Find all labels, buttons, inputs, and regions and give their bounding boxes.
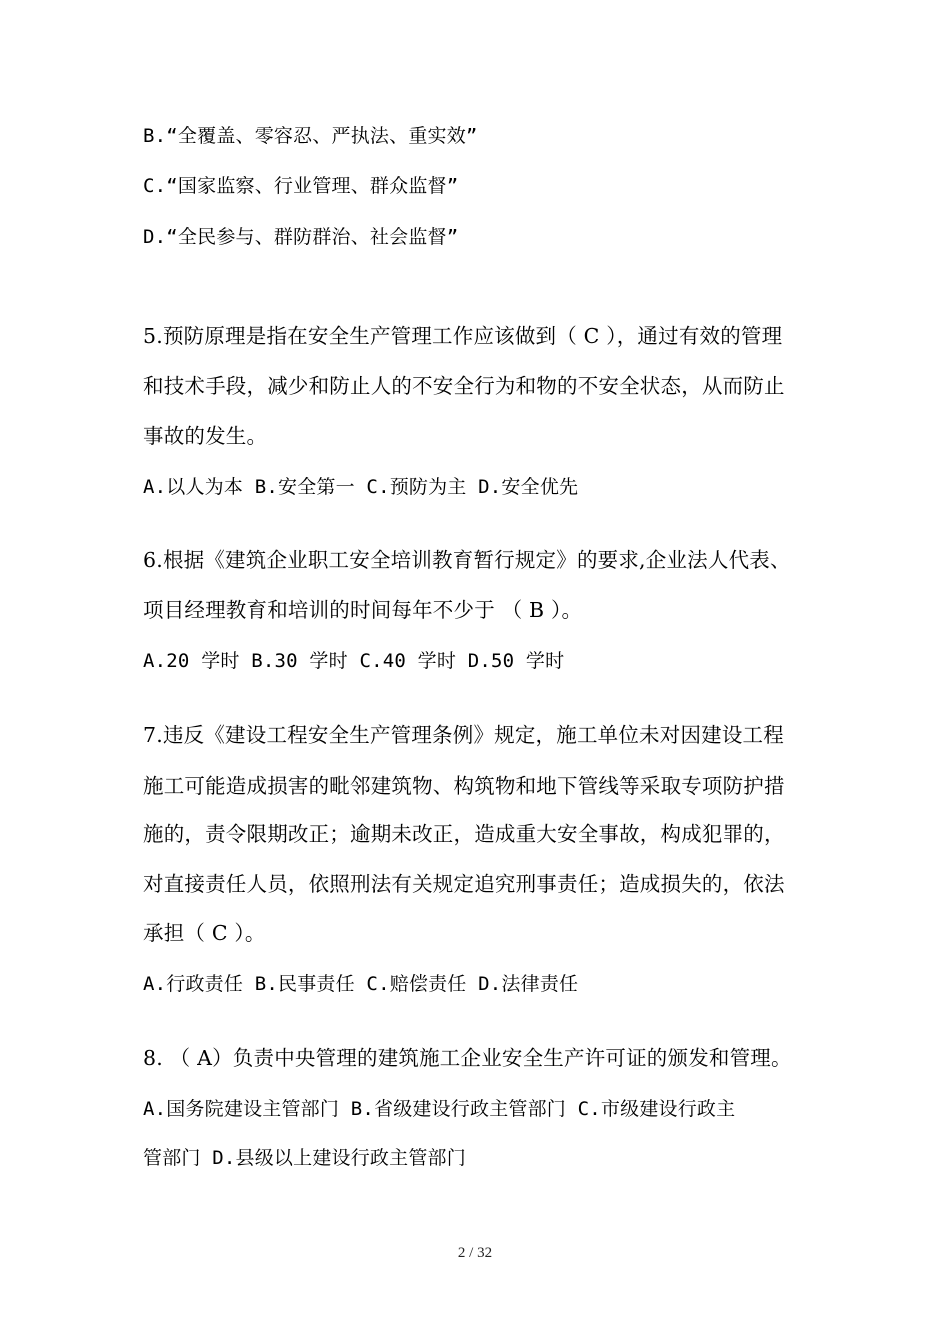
q7-options: A.行政责任 B.民事责任 C.赔偿责任 D.法律责任 <box>143 973 579 995</box>
q7-line-3: 施的，责令限期改正；逾期未改正，造成重大安全事故，构成犯罪的， <box>143 822 785 846</box>
q8-line-1: 8. （ A）负责中央管理的建筑施工企业安全生产许可证的颁发和管理。 <box>143 1046 792 1070</box>
q6-options: A.20 学时 B.30 学时 C.40 学时 D.50 学时 <box>143 650 565 672</box>
q7-line-4: 对直接责任人员，依照刑法有关规定追究刑事责任；造成损失的，依法 <box>143 872 785 896</box>
q7-line-1: 7.违反《建设工程安全生产管理条例》规定，施工单位未对因建设工程 <box>143 723 784 747</box>
q4-option-d: D.“全民参与、群防群治、社会监督” <box>143 226 459 248</box>
q5-options: A.以人为本 B.安全第一 C.预防为主 D.安全优先 <box>143 476 579 498</box>
q8-options-line-2: 管部门 D.县级以上建设行政主管部门 <box>143 1147 466 1169</box>
q7-line-2: 施工可能造成损害的毗邻建筑物、构筑物和地下管线等采取专项防护措 <box>143 774 785 798</box>
q7-line-5: 承担（ C ）。 <box>143 921 266 945</box>
q5-line-1: 5.预防原理是指在安全生产管理工作应该做到（ C ），通过有效的管理 <box>143 324 783 348</box>
q5-line-3: 事故的发生。 <box>143 424 268 448</box>
q8-options-line-1: A.国务院建设主管部门 B.省级建设行政主管部门 C.市级建设行政主 <box>143 1098 736 1120</box>
q5-line-2: 和技术手段，减少和防止人的不安全行为和物的不安全状态，从而防止 <box>143 374 785 398</box>
page-number: 2 / 32 <box>457 1245 493 1261</box>
q4-option-b: B.“全覆盖、零容忍、严执法、重实效” <box>143 125 478 147</box>
q6-line-1: 6.根据《建筑企业职工安全培训教育暂行规定》的要求,企业法人代表、 <box>143 548 791 572</box>
q6-line-2: 项目经理教育和培训的时间每年不少于 （ B ）。 <box>143 598 583 622</box>
q4-option-c: C.“国家监察、行业管理、群众监督” <box>143 175 459 197</box>
